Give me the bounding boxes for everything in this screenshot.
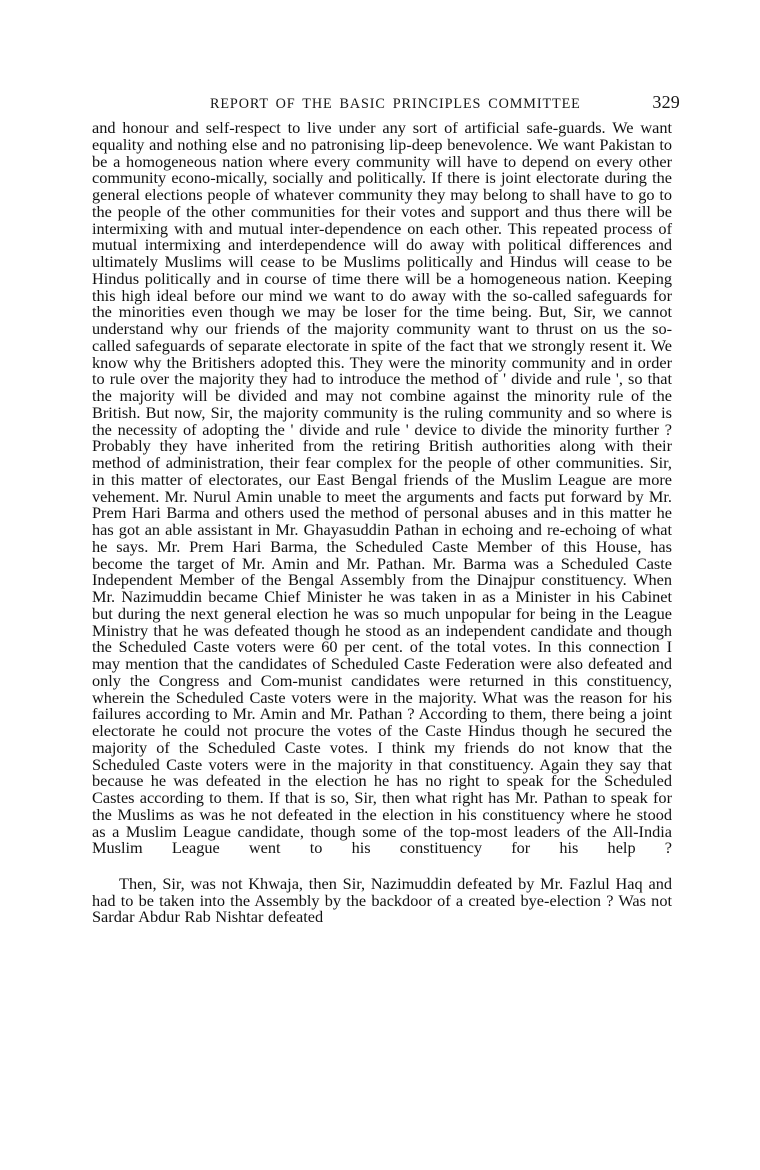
paragraph-continued: and honour and self-respect to live under any sort of artificial safe-guards. We want equality and nothing else and no patronising lip-deep benevolence. We want Pakistan to be a homogeneous nation where every community will have to depend on every other community econo-mically, socially and politically. If there is joint electorate during the general elections people of whatever community they may belong to shall have to go to the people of the other communities for their votes and support and thus there will be intermixing with and mutual inter-dependence on each other. This repeated process of mutual intermixing and interdependence will do away with political differences and ultimately Muslims will cease to be Muslims politically and Hindus will cease to be Hindus politically and in course of time there will be a homogeneous nation. Keeping this high ideal before our mind we want to do away with the so-called safeguards for the minorities even though we may be loser for the time being. But, Sir, we cannot understand why our friends of the majority community want to thrust on us the so-called safeguards of separate electorate in spite of the fact that we strongly resent it. We know why the Britishers adopted this. They were the minority community and in order to rule over the majority they had to introduce the method of ' divide and rule ', so that the majority will be divided and may not combine against the minority rule of the British. But now, Sir, the majority community is the ruling community and so where is the necessity of adopting the ' divide and rule ' device to divide the minority further ? Probably they have inherited from the retiring British authorities along with their method of administration, their fear complex for the people of other communities. Sir, in this matter of electorates, our East Bengal friends of the Muslim League are more vehement. Mr. Nurul Amin unable to meet the arguments and facts put forward by Mr. Prem Hari Barma and others used the method of personal abuses and in this matter he has got an able assistant in Mr. Ghayasuddin Pathan in echoing and re-echoing of what he says. Mr. Prem Hari Barma, the Scheduled Caste Member of this House, has become the target of Mr. Amin and Mr. Pathan. Mr. Barma was a Scheduled Caste Independent Member of the Bengal Assembly from the Dinajpur constituency. When Mr. Nazimuddin became Chief Minister he was taken in as a Minister in his Cabinet but during the next general election he was so much unpopular for being in the League Ministry that he was defeated though he stood as an independent candidate and though the Scheduled Caste voters were 60 per cent. of the total votes. In this connection I may mention that the candidates of Scheduled Caste Federation were also defeated and only the Congress and Com-munist candidates were returned in this constituency, wherein the Scheduled Caste voters were in the majority. What was the reason for his failures according to Mr. Amin and Mr. Pathan ? According to them, there being a joint electorate he could not procure the votes of the Caste Hindus though he secured the majority of the Scheduled Caste votes. I think my friends do not know that the Scheduled Caste voters were in the majority in that constituency. Again they say that because he was defeated in the election he has no right to speak for the Scheduled Castes according to them. If that is so, Sir, then what right has Mr. Pathan to speak for the Muslims as was he not defeated in the election in his constituency where he stood as a Muslim League candidate, though some of the top-most leaders of the All-India Muslim League went to his constituency for his help ? (92, 118, 672, 858)
paragraph-then-sir: Then, Sir, was not Khwaja, then Sir, Nazimuddin defeated by Mr. Fazlul Haq and had to be taken into the Assembly by the backdoor of a created bye-election ? Was not Sardar Abdur Rab Nishtar defeated (92, 873, 672, 927)
running-head-title: REPORT OF THE BASIC PRINCIPLES COMMITTEE (210, 96, 581, 112)
running-head (92, 92, 680, 112)
body-text-column (92, 120, 672, 926)
page-number: 329 (652, 92, 680, 112)
